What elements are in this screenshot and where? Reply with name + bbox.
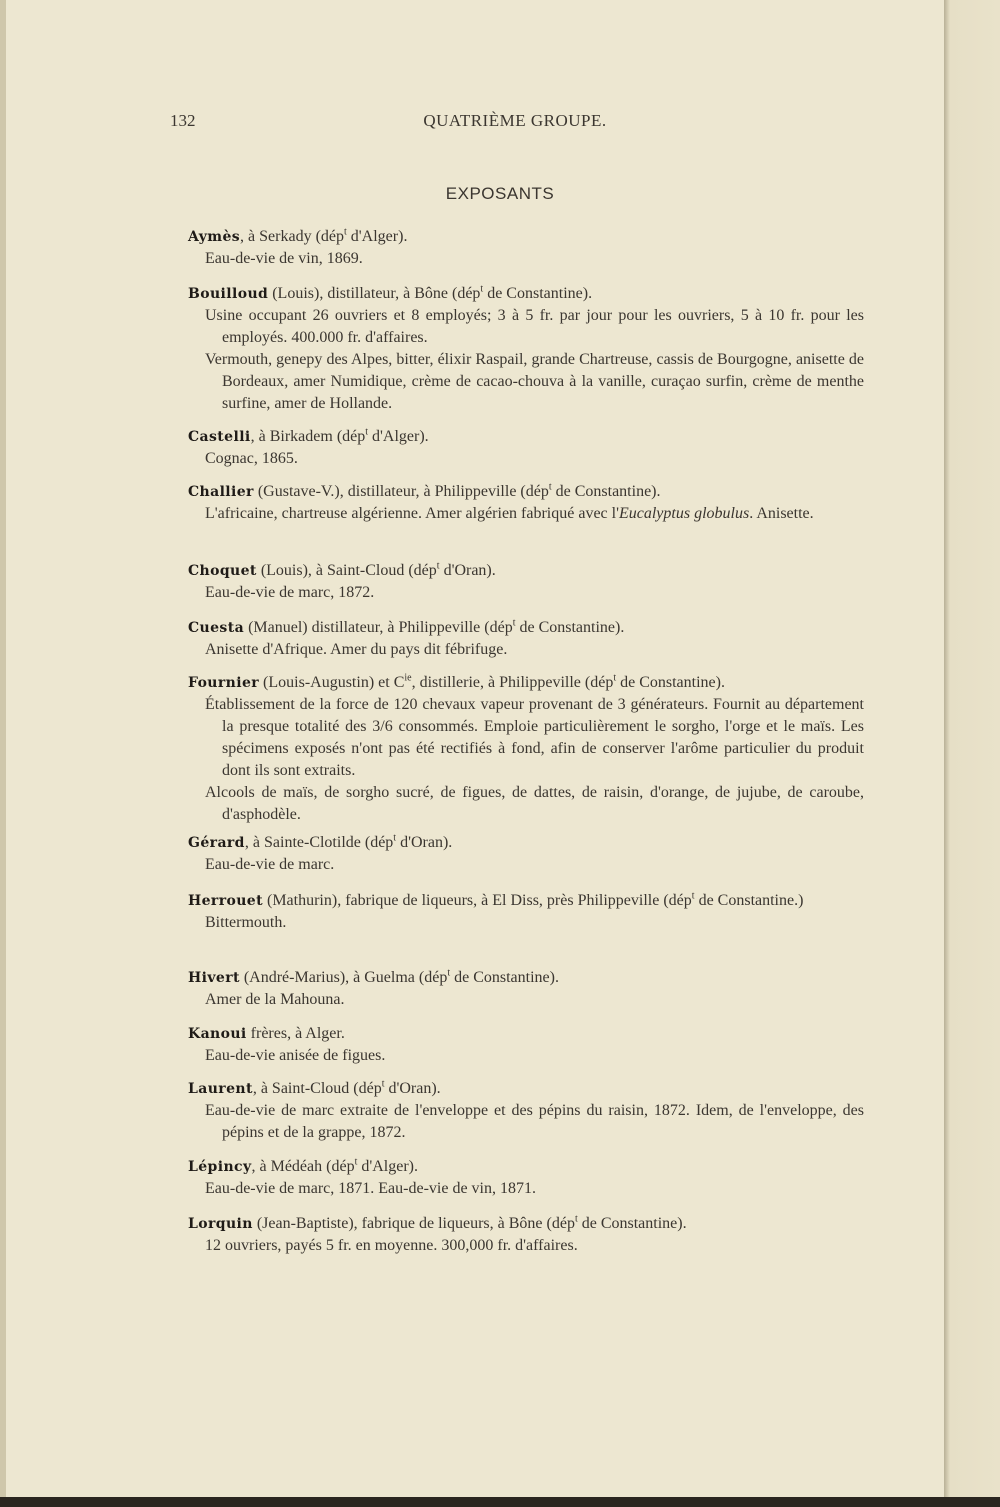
text-run: de Constantine).	[450, 969, 559, 986]
exhibitor-name: Cuesta	[188, 620, 245, 636]
entry-description	[188, 448, 864, 470]
entry-heading	[188, 1213, 864, 1235]
entry-description	[188, 349, 864, 415]
text-run: d'Oran).	[439, 562, 496, 579]
text-run: Eau-de-vie de marc.	[205, 856, 335, 873]
exhibitor-name: Castelli	[188, 429, 251, 445]
entry-heading	[188, 426, 864, 448]
text-run: Établissement de la force de 120 chevaux vapeur provenant de 3 générateurs. Fournit au département la presque totalité des 3/6 consommés. Emploie particulièrement le sorgho, l'orge et le maïs. Les spécimens exposés n'ont pas été rectifiés à fond, afin de conserver l'arôme particulier du produit dont ils sont extraits.	[205, 696, 864, 779]
exhibitor-name: Kanoui	[188, 1026, 247, 1042]
entry-description	[188, 305, 864, 349]
entry-description	[188, 854, 864, 876]
text-run: . Anisette.	[749, 505, 814, 522]
text-run: Vermouth, genepy des Alpes, bitter, élixir Raspail, grande Chartreuse, cassis de Bourgogne, anisette de Bordeaux, amer Numidique, crème de cacao-chouva à la vanille, curaçao surfin, crème de menthe surfine, amer de Hollande.	[205, 351, 864, 412]
exhibitor-entry	[188, 967, 864, 1011]
superscript: t	[393, 832, 397, 844]
text-run: de Constantine).	[616, 674, 725, 691]
entry-description	[188, 1100, 864, 1144]
entry-heading	[188, 832, 864, 854]
exhibitor-entry	[188, 426, 864, 470]
entry-description	[188, 1178, 864, 1200]
exhibitor-name: Aymès	[188, 229, 241, 245]
group-title: QUATRIÈME GROUPE.	[423, 111, 607, 130]
exhibitor-name: Laurent	[188, 1081, 253, 1097]
exhibitor-entry	[188, 560, 864, 604]
text-run: (Manuel) distillateur, à Philippeville (dép	[244, 619, 513, 636]
entry-description	[188, 782, 864, 826]
entry-description	[188, 582, 864, 604]
entry-description	[188, 989, 864, 1011]
exhibitor-entry	[188, 672, 864, 826]
exhibitor-entry	[188, 1156, 864, 1200]
text-run: (André-Marius), à Guelma (dép	[239, 969, 448, 986]
entry-heading	[188, 890, 864, 912]
exhibitor-entry	[188, 617, 864, 661]
exhibitor-name: Challier	[188, 484, 254, 500]
entry-heading	[188, 283, 864, 305]
text-run: frères, à Alger.	[246, 1025, 345, 1042]
superscript: t	[344, 226, 347, 238]
entry-heading	[188, 617, 864, 639]
exhibitor-name: Bouilloud	[188, 286, 269, 302]
text-run: (Louis), à Saint-Cloud (dép	[256, 562, 437, 579]
text-run: , distillerie, à Philippeville (dép	[411, 674, 614, 691]
text-run: d'Alger).	[357, 1158, 418, 1175]
entry-description	[188, 503, 864, 525]
text-run: Usine occupant 26 ouvriers et 8 employés; 3 à 5 fr. par jour pour les ouvriers, 5 à 10 fr. pour les employés. 400.000 fr. d'affaires.	[205, 307, 864, 346]
text-run: (Louis), distillateur, à Bône (dép	[268, 285, 481, 302]
superscript: t	[436, 560, 440, 572]
entry-description	[188, 248, 864, 270]
text-run: , à Saint-Cloud (dép	[252, 1080, 382, 1097]
entry-heading	[188, 481, 864, 503]
text-run: (Louis-Augustin) et C	[259, 674, 405, 691]
text-run: (Mathurin), fabrique de liqueurs, à El Diss, près Philippeville (dép	[262, 892, 692, 909]
text-run: de Constantine.)	[694, 892, 804, 909]
text-run: de Constantine).	[577, 1215, 687, 1232]
text-run: de Constantine).	[515, 619, 625, 636]
text-run: d'Alger).	[368, 428, 429, 445]
exhibitor-name: Herrouet	[188, 893, 263, 909]
text-run: Alcools de maïs, de sorgho sucré, de figues, de dattes, de raisin, d'orange, de jujube, de caroube, d'asphodèle.	[205, 784, 864, 823]
entry-description	[188, 1045, 864, 1067]
superscript: t	[574, 1213, 578, 1225]
exhibitor-name: Lépincy	[188, 1159, 252, 1175]
entry-heading	[188, 226, 864, 248]
entry-description	[188, 639, 864, 661]
entry-heading	[188, 967, 864, 989]
text-run: Eau-de-vie de marc, 1871. Eau-de-vie de vin, 1871.	[205, 1180, 536, 1197]
superscript: ie	[404, 672, 412, 684]
entry-heading	[188, 672, 864, 694]
exhibitor-name: Lorquin	[188, 1216, 253, 1232]
superscript: t	[365, 426, 369, 438]
entry-description	[188, 1235, 864, 1257]
superscript: t	[691, 890, 695, 902]
page-right-edge	[944, 0, 1000, 1507]
text-run: de Constantine).	[551, 483, 661, 500]
text-run: Bittermouth.	[205, 914, 287, 931]
entry-heading	[188, 1078, 864, 1100]
superscript: t	[381, 1078, 385, 1090]
superscript: t	[548, 481, 552, 493]
entry-heading	[188, 1156, 864, 1178]
text-run: de Constantine).	[483, 285, 593, 302]
section-title: EXPOSANTS	[445, 184, 555, 203]
exhibitor-name: Gérard	[188, 835, 245, 851]
text-run: L'africaine, chartreuse algérienne. Amer algérien fabriqué avec l'	[205, 505, 619, 522]
text-run: Eau-de-vie de marc extraite de l'enveloppe et des pépins du raisin, 1872. Idem, de l'enveloppe, des pépins et de la grappe, 1872.	[205, 1102, 864, 1141]
text-run: , à Sainte-Clotilde (dép	[244, 834, 394, 851]
superscript: t	[447, 967, 451, 979]
text-run: d'Oran).	[384, 1080, 441, 1097]
text-run: (Jean-Baptiste), fabrique de liqueurs, à Bône (dép	[252, 1215, 575, 1232]
superscript: t	[613, 672, 617, 684]
scan-bottom-edge	[0, 1497, 1000, 1507]
entry-description	[188, 694, 864, 782]
text-run: d'Oran).	[396, 834, 453, 851]
exhibitor-name: Hivert	[188, 970, 240, 986]
italic-text: Eucalyptus globulus	[618, 505, 750, 522]
text-run: Amer de la Mahouna.	[205, 991, 345, 1008]
text-run: (Gustave-V.), distillateur, à Philippeville (dép	[253, 483, 549, 500]
exhibitor-name: Choquet	[188, 563, 257, 579]
text-run: , à Birkadem (dép	[250, 428, 366, 445]
exhibitor-entry	[188, 481, 864, 525]
text-run: Anisette d'Afrique. Amer du pays dit fébrifuge.	[205, 641, 508, 658]
text-run: Cognac, 1865.	[205, 450, 298, 467]
text-run: Eau-de-vie de vin, 1869.	[205, 250, 363, 267]
exhibitor-entry	[188, 890, 864, 934]
text-run: d'Alger).	[346, 228, 408, 245]
exhibitor-entry	[188, 1078, 864, 1144]
text-run: Eau-de-vie anisée de figues.	[205, 1047, 386, 1064]
exhibitor-entry	[188, 832, 864, 876]
exhibitor-entry	[188, 1213, 864, 1257]
superscript: t	[480, 283, 484, 295]
exhibitor-name: Fournier	[188, 675, 260, 691]
text-run: , à Serkady (dép	[240, 228, 345, 245]
exhibitor-entry	[188, 1023, 864, 1067]
text-run: , à Médéah (dép	[251, 1158, 355, 1175]
entry-heading	[188, 1023, 864, 1045]
entry-heading	[188, 560, 864, 582]
entry-description	[188, 912, 864, 934]
page-number: 132	[170, 111, 196, 130]
exhibitor-entry	[188, 283, 864, 415]
superscript: t	[512, 617, 516, 629]
superscript: t	[354, 1156, 358, 1168]
text-run: Eau-de-vie de marc, 1872.	[205, 584, 375, 601]
exhibitor-entry	[188, 226, 864, 270]
text-run: 12 ouvriers, payés 5 fr. en moyenne. 300,000 fr. d'affaires.	[205, 1237, 578, 1254]
